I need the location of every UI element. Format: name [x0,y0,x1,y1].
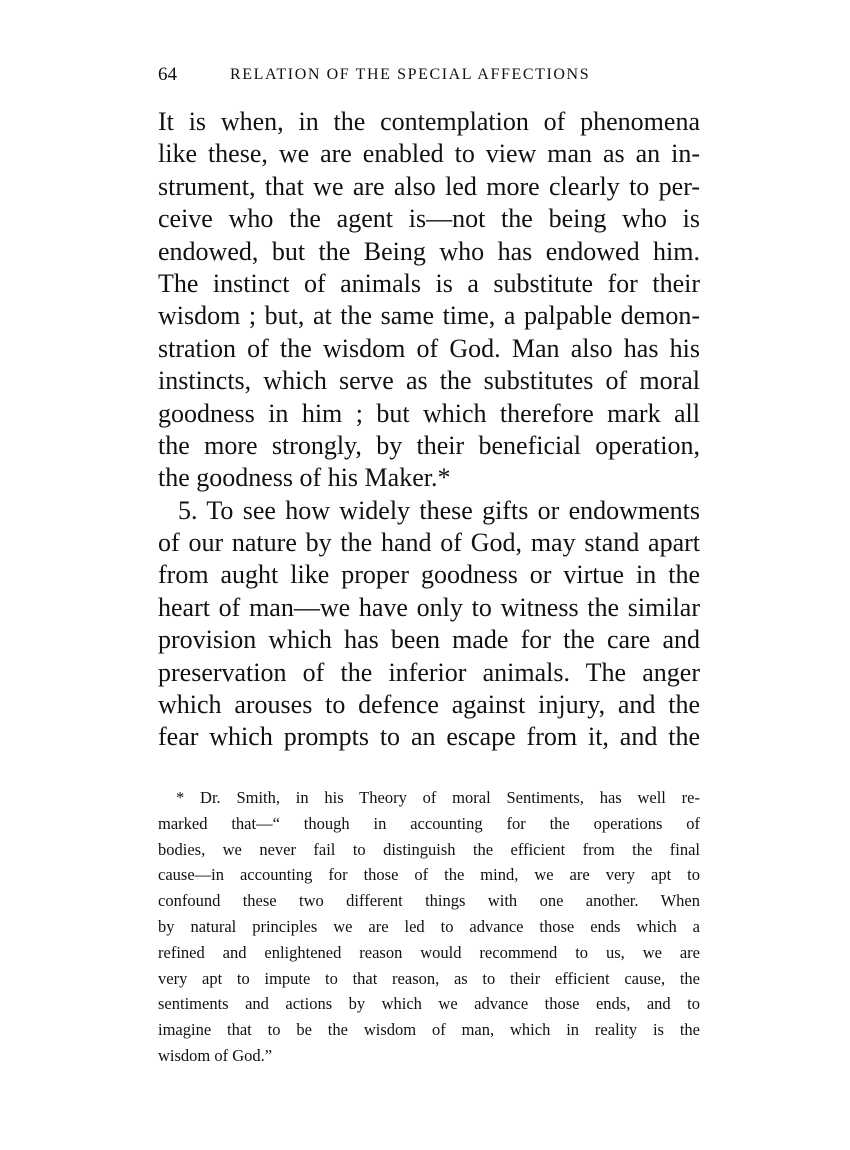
body-line: like these, we are enabled to view man as an in- [158,139,700,169]
body-line: It is when, in the contemplation of phenomena [158,107,700,136]
footnote-line: imagine that to be the wisdom of man, which in reality is the [158,1020,700,1040]
body-line: the more strongly, by their beneficial operation, [158,430,700,460]
footnote-line: wisdom of God.” [158,1045,273,1065]
body-line: the goodness of his Maker.* [158,463,451,493]
footnote-line: sentiments and actions by which we advance those ends, and to [158,994,700,1014]
body-line: stration of the wisdom of God. Man also has his [158,333,700,363]
body-line: which arouses to defence against injury, and the [158,690,700,720]
footnote-line: refined and enlightened reason would recommend to us, we are [158,942,700,962]
footnote-line: very apt to impute to that reason, as to their efficient cause, the [158,968,700,988]
body-line: endowed, but the Being who has endowed him. [158,236,700,266]
body-line: instincts, which serve as the substitutes of moral [158,366,700,396]
body-line: from aught like proper goodness or virtue in the [158,560,700,590]
running-header [158,64,700,88]
footnote-line: by natural principles we are led to advance those ends which a [158,916,700,936]
footnote-line: marked that—“ though in accounting for the operations of [158,813,700,833]
footnote-line: * Dr. Smith, in his Theory of moral Sentiments, has well re- [176,788,700,807]
body-text [158,106,700,754]
body-line: strument, that we are also led more clearly to per- [158,171,700,201]
body-line: heart of man—we have only to witness the similar [158,592,700,622]
body-line: goodness in him ; but which therefore mark all [158,398,700,428]
body-line: preservation of the inferior animals. The anger [158,657,700,687]
running-header-title: RELATION OF THE SPECIAL AFFECTIONS [230,66,591,83]
body-line: ceive who the agent is—not the being who is [158,204,700,234]
paragraph-start-line: 5. To see how widely these gifts or endowments [178,495,700,525]
footnote [158,785,700,1069]
body-line: fear which prompts to an escape from it, and the [158,722,700,752]
footnote-line: bodies, we never fail to distinguish the efficient from the final [158,839,700,859]
footnote-line: confound these two different things with one another. When [158,891,700,911]
body-line: of our nature by the hand of God, may stand apart [158,528,700,558]
page-number: 64 [158,64,177,85]
body-line: wisdom ; but, at the same time, a palpable demon- [158,301,700,331]
body-line: provision which has been made for the care and [158,625,700,655]
footnote-line: cause—in accounting for those of the mind, we are very apt to [158,865,700,885]
body-line: The instinct of animals is a substitute for their [158,268,700,298]
